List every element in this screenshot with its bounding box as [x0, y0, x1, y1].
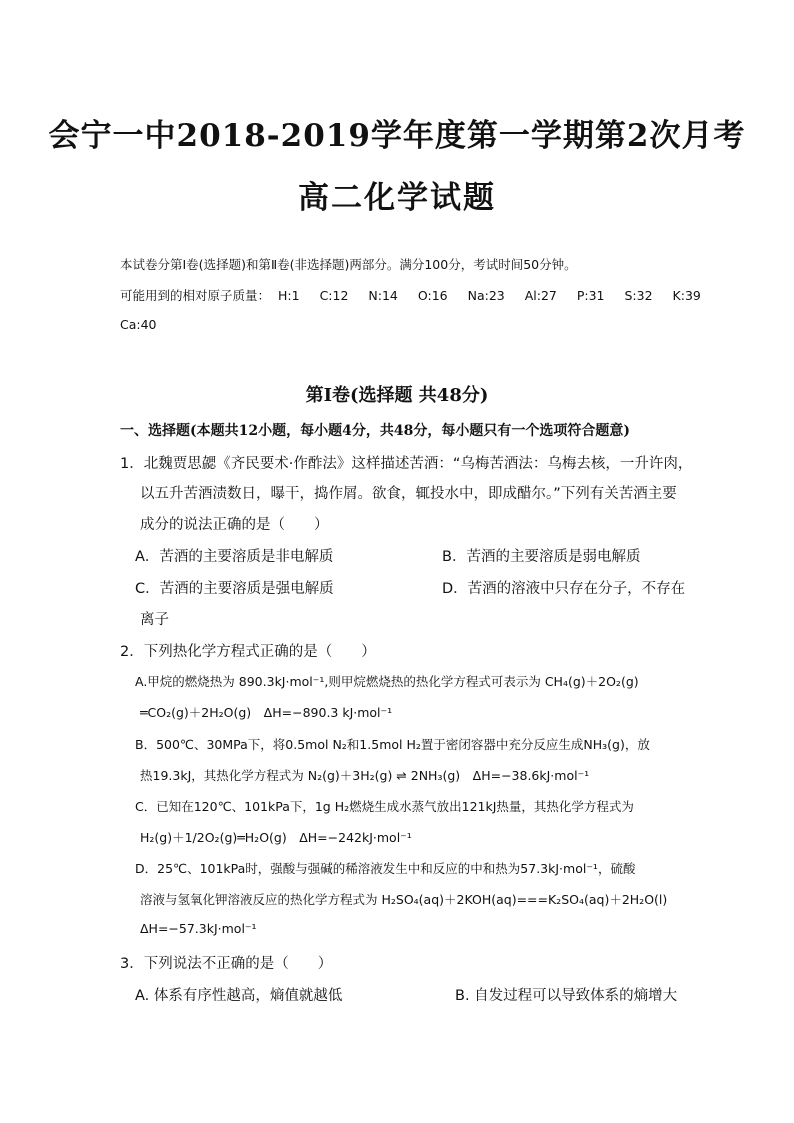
q2-option-b-cont: 热19.3kJ，其热化学方程式为 N₂(g)＋3H₂(g) ⇌ 2NH₃(g) ΔH=−38.6kJ·mol⁻¹ [140, 768, 590, 783]
section-heading: 一、选择题(本题共12小题，每小题4分，共48分，每小题只有一个选项符合题意) [120, 423, 630, 439]
mass-item: Na:23 [467, 288, 505, 303]
q1-option-d: D．苦酒的溶液中只存在分子，不存在 [442, 581, 686, 597]
q2-option-b: B．500℃、30MPa下，将0.5mol N₂和1.5mol H₂置于密闭容器中充分反应生成NH₃(g)，放 [135, 737, 650, 752]
q2-option-d: D．25℃、101kPa时，强酸与强碱的稀溶液发生中和反应的中和热为57.3kJ·mol⁻¹，硫酸 [135, 861, 636, 876]
q2-option-d-cont2: ΔH=−57.3kJ·mol⁻¹ [140, 921, 257, 936]
q2-option-d-cont: 溶液与氢氧化钾溶液反应的热化学方程式为 H₂SO₄(aq)＋2KOH(aq)===K₂SO₄(aq)＋2H₂O(l) [140, 892, 668, 907]
mass-item: N:14 [368, 288, 398, 303]
section-title: 第Ⅰ卷(选择题 共48分) [305, 385, 489, 406]
mass-item: P:31 [576, 288, 605, 303]
mass-item: O:16 [417, 288, 448, 303]
q3-option-a: A. 体系有序性越高，熵值就越低 [135, 988, 343, 1004]
mass-item: H:1 [278, 288, 300, 303]
exam-subtitle: 高二化学试题 [298, 180, 496, 216]
q1-option-c: C．苦酒的主要溶质是强电解质 [135, 581, 334, 597]
q2-option-a-cont: ═CO₂(g)＋2H₂O(g) ΔH=−890.3 kJ·mol⁻¹ [140, 705, 393, 720]
exam-instructions: 本试卷分第Ⅰ卷(选择题)和第Ⅱ卷(非选择题)两部分。满分100分，考试时间50分钟。 [120, 257, 577, 272]
q1-option-d-cont: 离子 [140, 612, 169, 628]
mass-item: C:12 [319, 288, 349, 303]
atomic-masses [120, 286, 717, 304]
q1-stem-line1: 1．北魏贾思勰《齐民要术·作酢法》这样描述苦酒：“乌梅苦酒法：乌梅去核，一升许肉， [120, 456, 693, 472]
mass-item: S:32 [624, 288, 653, 303]
q2-option-c: C．已知在120℃、101kPa下，1g H₂燃烧生成水蒸气放出121kJ热量，其热化学方程式为 [135, 799, 634, 814]
exam-title: 会宁一中2018-2019学年度第一学期第2次月考 [48, 118, 746, 154]
q2-stem: 2．下列热化学方程式正确的是（ ） [120, 644, 376, 660]
mass-item: K:39 [672, 288, 701, 303]
q1-stem-line2: 以五升苦酒渍数日，曝干，捣作屑。欲食，辄投水中，即成醋尔。”下列有关苦酒主要 [140, 486, 677, 502]
q2-option-c-cont: H₂(g)＋1/2O₂(g)═H₂O(g) ΔH=−242kJ·mol⁻¹ [140, 830, 412, 845]
mass-item: Al:27 [524, 288, 557, 303]
atomic-masses-label: 可能用到的相对原子质量： [120, 288, 271, 303]
q3-option-b: B. 自发过程可以导致体系的熵增大 [455, 988, 678, 1004]
q1-option-b: B．苦酒的主要溶质是弱电解质 [442, 549, 641, 565]
q1-option-a: A．苦酒的主要溶质是非电解质 [135, 549, 334, 565]
mass-item: Ca:40 [120, 317, 157, 332]
q3-stem: 3．下列说法不正确的是（ ） [120, 956, 333, 972]
q1-stem-line3: 成分的说法正确的是（ ） [140, 517, 329, 533]
q2-option-a: A.甲烷的燃烧热为 890.3kJ·mol⁻¹,则甲烷燃烧热的热化学方程式可表示为 CH₄(g)＋2O₂(g) [135, 674, 639, 689]
